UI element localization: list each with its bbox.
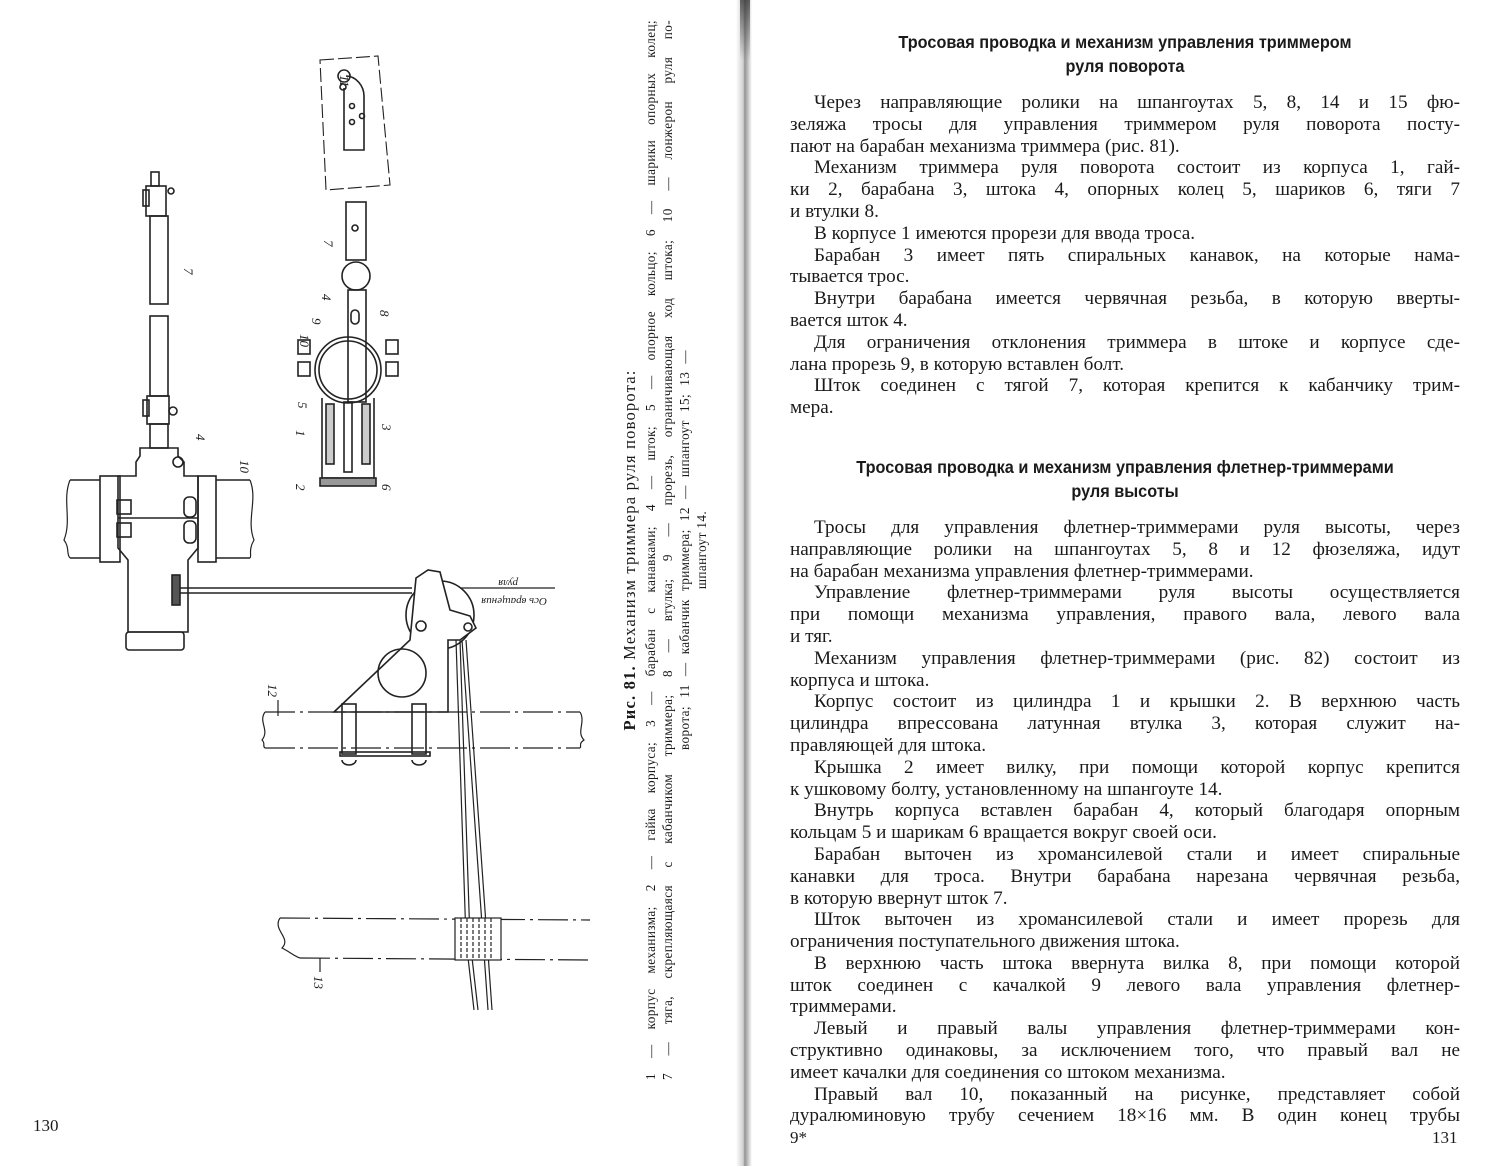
cable-horizontal (180, 588, 412, 593)
text-line: структивно одинаковы, за исключением того, что правый вал не (790, 1040, 1460, 1062)
page-number-left: 130 (33, 1116, 59, 1135)
text-line: и втулки 8. (790, 200, 879, 222)
text-line: В верхнюю часть штока ввернута вилка 8, при помощи которой (814, 952, 1460, 974)
mechanism-body (64, 448, 254, 650)
cable-down-1 (456, 640, 470, 940)
text-line: зеляжа тросы для управления триммером руля поворота посту- (790, 113, 1460, 135)
text-line: на барабан механизма управления флетнер-триммерами. (790, 560, 1254, 582)
label-4: 4 (319, 294, 334, 301)
text-line: Барабан выточен из хромансилевой стали и имеет спиральные (814, 843, 1460, 865)
text-line: направляющие ролики на шпангоутах 5, 8 и 12 фюзеляжа, идут (790, 538, 1460, 560)
label-2: 2 (293, 484, 308, 491)
label-10: 10 (297, 334, 312, 347)
label-5: 5 (295, 402, 310, 409)
axis-label-line1: Ось вращения (481, 595, 547, 607)
text-line: Крышка 2 имеет вилку, при помощи которой корпус крепится (814, 756, 1460, 778)
text-line: мера. (790, 397, 834, 419)
text-line: Управление флетнер-триммерами руля высоты осуществляется (814, 582, 1460, 604)
text-line: Корпус состоит из цилиндра 1 и крышки 2. В верхнюю часть (814, 691, 1460, 713)
text-line: тывается трос. (790, 266, 910, 288)
frame-13 (278, 918, 590, 972)
rod-7-lower (143, 316, 177, 448)
text-line: имеет качалки для соединения со штоком механизма. (790, 1061, 1226, 1083)
caption-line: 7 — тяга, скрепляющаяся с кабанчиком триммера; 8 — втулка; 9 — прорезь, ограничивающая ход штока; 10 — лонжерон руля по- (660, 20, 675, 1080)
page-gutter-shadow (736, 0, 752, 1166)
text-line: Шток выточен из хромансилевой стали и имеет прорезь для (814, 909, 1460, 931)
label-7-left: 7 (181, 268, 196, 275)
text-line: ограничения поступательного движения штока. (790, 931, 1180, 953)
label-11: 11 (337, 75, 352, 88)
drum-bracket (334, 570, 476, 765)
text-line: лана прорезь 9, в которую вставлен болт. (790, 353, 1125, 375)
text-line: пают на барабан механизма триммера (рис. 81). (790, 135, 1180, 157)
label-7: 7 (321, 240, 336, 247)
text-line: при помощи механизма управления, правого вала, левого вала (790, 604, 1460, 626)
text-line: кольцам 5 и шарикам 6 вращается вокруг своей оси. (790, 822, 1217, 844)
text-line: шток соединен с качалкой 9 левого вала управления флетнер- (790, 974, 1460, 996)
text-line: Барабан 3 имеет пять спиральных канавок, на которые нама- (814, 244, 1460, 266)
text-line: дуралюминовую трубу сечением 18×16 мм. В один конец трубы (790, 1105, 1460, 1127)
text-line: вается шток 4. (790, 309, 908, 331)
section2-title-line2: руля высоты (1071, 480, 1179, 501)
text-line: Механизм управления флетнер-триммерами (рис. 82) состоит из (814, 647, 1460, 669)
text-line: правляющей для штока. (790, 734, 987, 756)
text-line: Внутри барабана имеется червячная резьба, в которую вверты- (814, 288, 1460, 310)
figure-caption (610, 20, 720, 1080)
signature-mark: 9* (790, 1128, 807, 1147)
label-9: 9 (309, 318, 324, 325)
text-line: в которую ввернут шток 7. (790, 887, 1008, 909)
section1-title-line1: Тросовая проводка и механизм управления триммером (898, 32, 1352, 52)
text-line: Левый и правый валы управления флетнер-триммерами кон- (814, 1018, 1460, 1040)
text-line: ки 2, барабана 3, штока 4, опорных колец 5, шариков 6, тяги 7 (790, 179, 1460, 201)
page-gutter-shadow-top (740, 0, 750, 60)
caption-line: ворота; 11 — кабанчик триммера; 12 — шпангоут 15; 13 — шпангоут 14. (677, 350, 709, 750)
figure-caption-title: Рис. 81. Механизм триммера руля поворота: (620, 369, 639, 731)
text-line: к ушковому болту, установленному на шпангоуте 14. (790, 778, 1223, 800)
label-8: 8 (377, 310, 392, 317)
text-line: Для ограничения отклонения триммера в штоке и корпусе сде- (814, 331, 1460, 353)
page-number-right: 131 (1432, 1128, 1458, 1147)
text-line: и тяг. (790, 625, 833, 647)
axis-label-line2: руля (498, 577, 518, 589)
text-line: канавки для троса. Внутри барабана нарезана червячная резьба, (790, 865, 1460, 887)
figure-81-drawing (0, 0, 620, 1100)
label-1: 1 (293, 430, 308, 437)
rod-7-upper (143, 172, 174, 304)
label-3: 3 (379, 424, 394, 431)
text-line: В корпусе 1 имеются прорези для ввода троса. (814, 222, 1196, 244)
label-12: 12 (265, 684, 280, 697)
label-6: 6 (379, 484, 394, 491)
text-line: цилиндра впрессована латунная втулка 3, которая служит на- (790, 713, 1460, 735)
text-line: Тросы для управления флетнер-триммерами руля высоты, через (814, 516, 1460, 538)
text-line: Шток соединен с тягой 7, которая крепится к кабанчику трим- (814, 375, 1460, 397)
text-line: Механизм триммера руля поворота состоит из корпуса 1, гай- (814, 157, 1460, 179)
text-line: корпуса и штока. (790, 669, 930, 691)
label-10-left: 10 (237, 460, 252, 473)
text-line: Правый вал 10, показанный на рисунке, представляет собой (814, 1083, 1460, 1105)
label-4-left: 4 (193, 434, 208, 441)
right-page-text (790, 30, 1460, 1127)
section-view (298, 56, 398, 486)
text-line: триммерами. (790, 996, 897, 1018)
text-line: Через направляющие ролики на шпангоутах 5, 8, 14 и 15 фю- (814, 92, 1460, 113)
label-13: 13 (311, 976, 326, 989)
section1-title-line2: руля поворота (1065, 56, 1185, 76)
section2-title-line1: Тросовая проводка и механизм управления флетнер-триммерами (856, 456, 1394, 477)
text-line: Внутрь корпуса вставлен барабан 4, который благодаря опорным (814, 800, 1460, 822)
caption-line: 1 — корпус механизма; 2 — гайка корпуса; 3 — барабан с канавками; 4 — шток; 5 — опорное кольцо; 6 — шарики опорных колец; (643, 20, 658, 1080)
